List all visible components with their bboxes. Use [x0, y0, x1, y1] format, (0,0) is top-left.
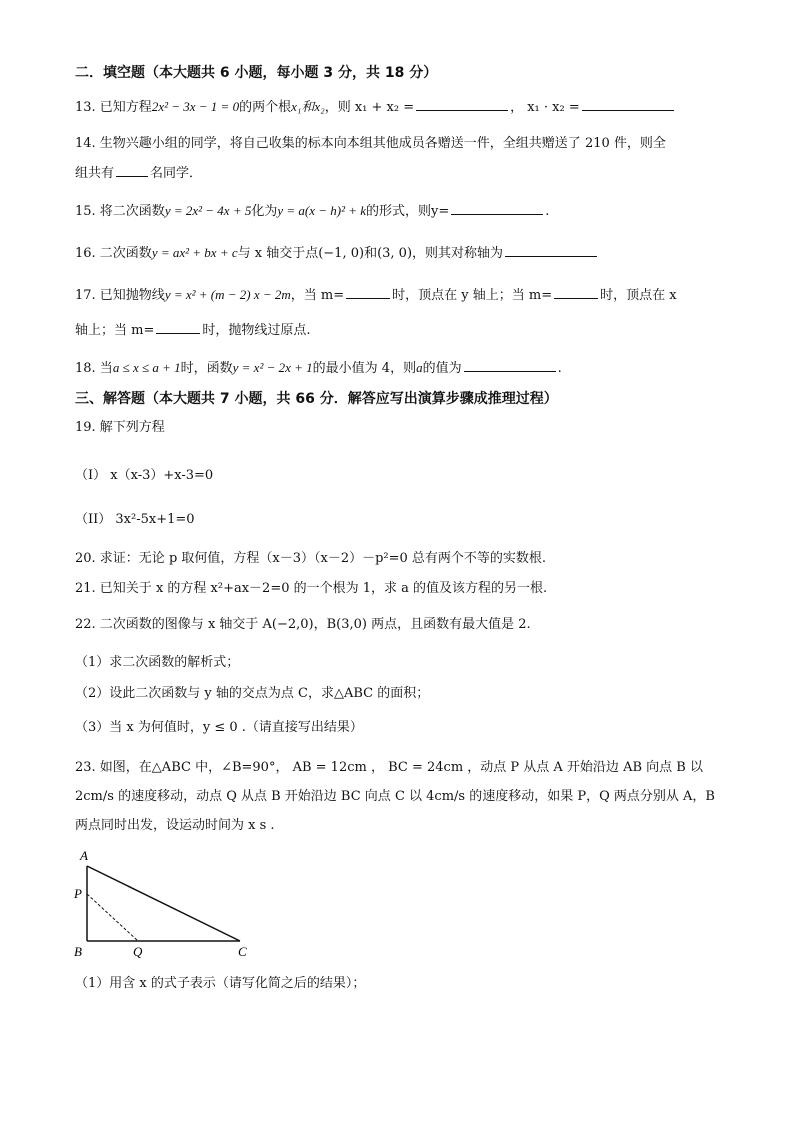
q17-text-a: 17. 已知抛物线: [75, 288, 165, 303]
question-22-sub3: （3）当 x 为何值时，y ≤ 0 .（请直接写出结果）: [75, 720, 363, 735]
question-23-line1: 23. 如图，在△ABC 中，∠B=90°， AB = 12cm ， BC = 24cm ，动点 P 从点 A 开始沿边 AB 向点 B 以: [75, 760, 703, 775]
question-13: [75, 97, 676, 117]
q18-mid: 时，函数: [180, 361, 233, 376]
q18-dot: .: [557, 361, 562, 376]
q14-text-b: 名同学．: [150, 166, 203, 181]
q18-blank[interactable]: [464, 358, 556, 372]
segment-pq: [87, 894, 138, 941]
q16-mid: 与 x 轴交于点: [237, 246, 319, 261]
question-22-sub1: （1）求二次函数的解析式；: [75, 655, 240, 670]
q16-point2: (3, 0): [377, 246, 413, 261]
q13-text: 13. 已知方程: [75, 100, 152, 115]
q18-text: 18. 当: [75, 361, 113, 376]
q15-vertex-form: y = a(x − h)² + k: [277, 203, 367, 218]
question-18: [75, 358, 562, 378]
section2-heading: 二．填空题（本大题共 6 小题，每小题 3 分，共 18 分）: [75, 65, 438, 81]
q17-text-b: ，当 m=: [290, 288, 345, 303]
q16-post: ，则其对称轴为: [412, 246, 504, 261]
q15-blank[interactable]: [451, 201, 543, 215]
q15-text: 15. 将二次函数: [75, 204, 165, 219]
q17-blank-2[interactable]: [554, 285, 598, 299]
question-17-line2: [75, 320, 311, 340]
q13-sum-text: ，则 x₁ + x₂ =: [324, 100, 415, 115]
triangle-figure: [70, 846, 270, 962]
label-q: Q: [133, 944, 143, 959]
q17-text-c: 时，顶点在 y 轴上；当 m=: [392, 288, 553, 303]
question-16: [75, 243, 599, 263]
question-23-line2: 2cm/s 的速度移动，动点 Q 从点 B 开始沿边 BC 向点 C 以 4cm/s 的速度移动，如果 P，Q 两点分别从 A，B: [75, 789, 715, 804]
q14-blank[interactable]: [116, 163, 148, 177]
question-14-line2: [75, 163, 202, 183]
q15-function: y = 2x² − 4x + 5: [164, 203, 252, 218]
q13-blank-product[interactable]: [582, 97, 674, 111]
side-ac: [87, 866, 240, 941]
q13-roots: x₁和x₂: [291, 99, 325, 114]
question-23-line3: 两点同时出发，设运动时间为 x s .: [75, 818, 275, 833]
q16-blank[interactable]: [505, 243, 597, 257]
q17-text-f: 时，抛物线过原点.: [202, 323, 311, 338]
q16-function: y = ax² + bx + c: [151, 245, 238, 260]
q16-and: 和: [364, 246, 378, 261]
question-19-title: 19. 解下列方程: [75, 420, 165, 435]
question-22: 22. 二次函数的图像与 x 轴交于 A(−2,0)，B(3,0) 两点，且函数有最大值是 2.: [75, 617, 531, 632]
q17-text-d: 时，顶点在 x: [600, 288, 677, 303]
q18-end: 的值为: [422, 361, 462, 376]
q17-function: y = x² + (m − 2) x − 2m: [164, 287, 291, 302]
question-20: 20. 求证：无论 p 取何值，方程（x－3）（x－2）－p²=0 总有两个不等的实数根.: [75, 551, 547, 566]
q18-post: 的最小值为 4，则: [312, 361, 417, 376]
q13-equation: 2x² − 3x − 1 = 0: [151, 99, 240, 114]
q15-mid: 化为: [251, 204, 278, 219]
question-19-part1: （I） x（x-3）+x-3=0: [75, 468, 214, 483]
label-c: C: [238, 944, 247, 959]
q17-text-e: 轴上；当 m=: [75, 323, 155, 338]
q15-post: 的形式，则y=: [366, 204, 450, 219]
q13-product-text: ， x₁ · x₂ =: [510, 100, 580, 115]
q17-blank-3[interactable]: [156, 320, 200, 334]
q14-text-a: 组共有: [75, 166, 115, 181]
q18-condition: a ≤ x ≤ a + 1: [112, 360, 181, 375]
q16-text: 16. 二次函数: [75, 246, 152, 261]
q16-point1: (−1, 0): [318, 246, 365, 261]
q15-end: .: [545, 204, 550, 219]
question-14-line1: 14. 生物兴趣小组的同学，将自己收集的标本向本组其他成员各赠送一件，全组共赠送了 210 件，则全: [75, 136, 666, 151]
q13-blank-sum[interactable]: [416, 97, 508, 111]
label-b: B: [74, 944, 82, 959]
question-22-sub2: （2）设此二次函数与 y 轴的交点为点 C，求△ABC 的面积；: [75, 686, 430, 701]
label-a: A: [80, 848, 88, 863]
section3-heading: 三、解答题（本大题共 7 小题，共 66 分．解答应写出演算步骤成推理过程）: [75, 391, 558, 407]
question-21: 21. 已知关于 x 的方程 x²+ax－2=0 的一个根为 1，求 a 的值及该方程的另一根.: [75, 581, 548, 596]
question-23-sub1: （1）用含 x 的式子表示（请写化简之后的结果）；: [75, 976, 366, 991]
question-15: [75, 201, 549, 221]
question-17-line1: [75, 285, 677, 305]
label-p: P: [74, 886, 82, 901]
question-19-part2: （II） 3x²-5x+1=0: [75, 512, 195, 527]
q18-variable: a: [416, 360, 423, 375]
q18-function: y = x² − 2x + 1: [232, 360, 313, 375]
q13-mid: 的两个根: [239, 100, 292, 115]
q17-blank-1[interactable]: [346, 285, 390, 299]
